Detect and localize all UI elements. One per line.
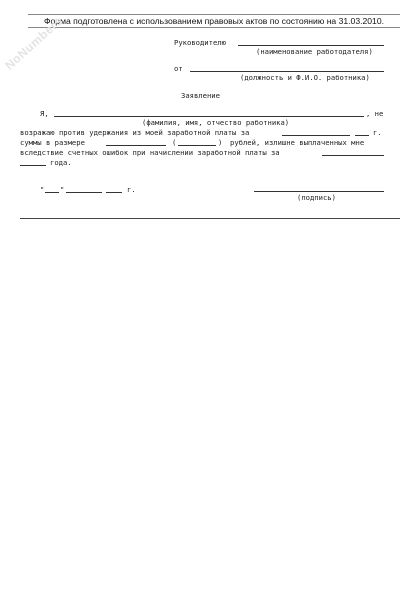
fullname-field[interactable] [54, 116, 364, 117]
fullname-caption: (фамилия, имя, отчество работника) [142, 118, 290, 127]
paragraph-line-1: возражаю против удержания из моей заработной платы за [20, 128, 250, 137]
employee-field[interactable] [190, 71, 384, 72]
date-quote-close: " [60, 185, 65, 194]
amount-words-field[interactable] [178, 145, 216, 146]
document-title: Заявление [181, 91, 220, 100]
salary-period-field[interactable] [282, 135, 350, 136]
bottom-divider [20, 218, 400, 219]
signature-caption: (подпись) [297, 193, 336, 202]
date-quote-open: " [40, 185, 45, 194]
date-year-suffix: г. [127, 185, 136, 194]
close-paren: ) [218, 138, 223, 147]
amount-field[interactable] [106, 145, 166, 146]
employer-field[interactable] [238, 45, 384, 46]
employer-caption: (наименование работодателя) [256, 47, 373, 56]
salary-year-field[interactable] [355, 135, 369, 136]
signature-field[interactable] [254, 191, 384, 192]
from-label: от [174, 64, 183, 73]
employee-caption: (должность и Ф.И.О. работника) [240, 73, 370, 82]
error-period-field[interactable] [322, 155, 384, 156]
watermark: NoNumbers [2, 13, 66, 73]
open-paren: ( [172, 138, 177, 147]
date-day-field[interactable] [45, 192, 59, 193]
year-word: года. [50, 158, 72, 167]
to-label: Руководителю [174, 38, 226, 47]
i-label: Я, [40, 109, 49, 118]
error-year-field[interactable] [20, 165, 46, 166]
date-year-field[interactable] [106, 192, 122, 193]
ne-label: , не [366, 109, 384, 118]
date-month-field[interactable] [66, 192, 102, 193]
paragraph-line-3: вследствие счетных ошибок при начислении заработной платы за [20, 148, 280, 157]
paragraph-line-2: суммы в размере [20, 138, 85, 147]
paragraph-line-2-end: рублей, излишне выплаченных мне [230, 138, 365, 147]
form-source-banner: Форма подготовлена с использованием правовых актов по состоянию на 31.03.2010. [28, 14, 400, 28]
year-suffix: г. [373, 128, 382, 137]
